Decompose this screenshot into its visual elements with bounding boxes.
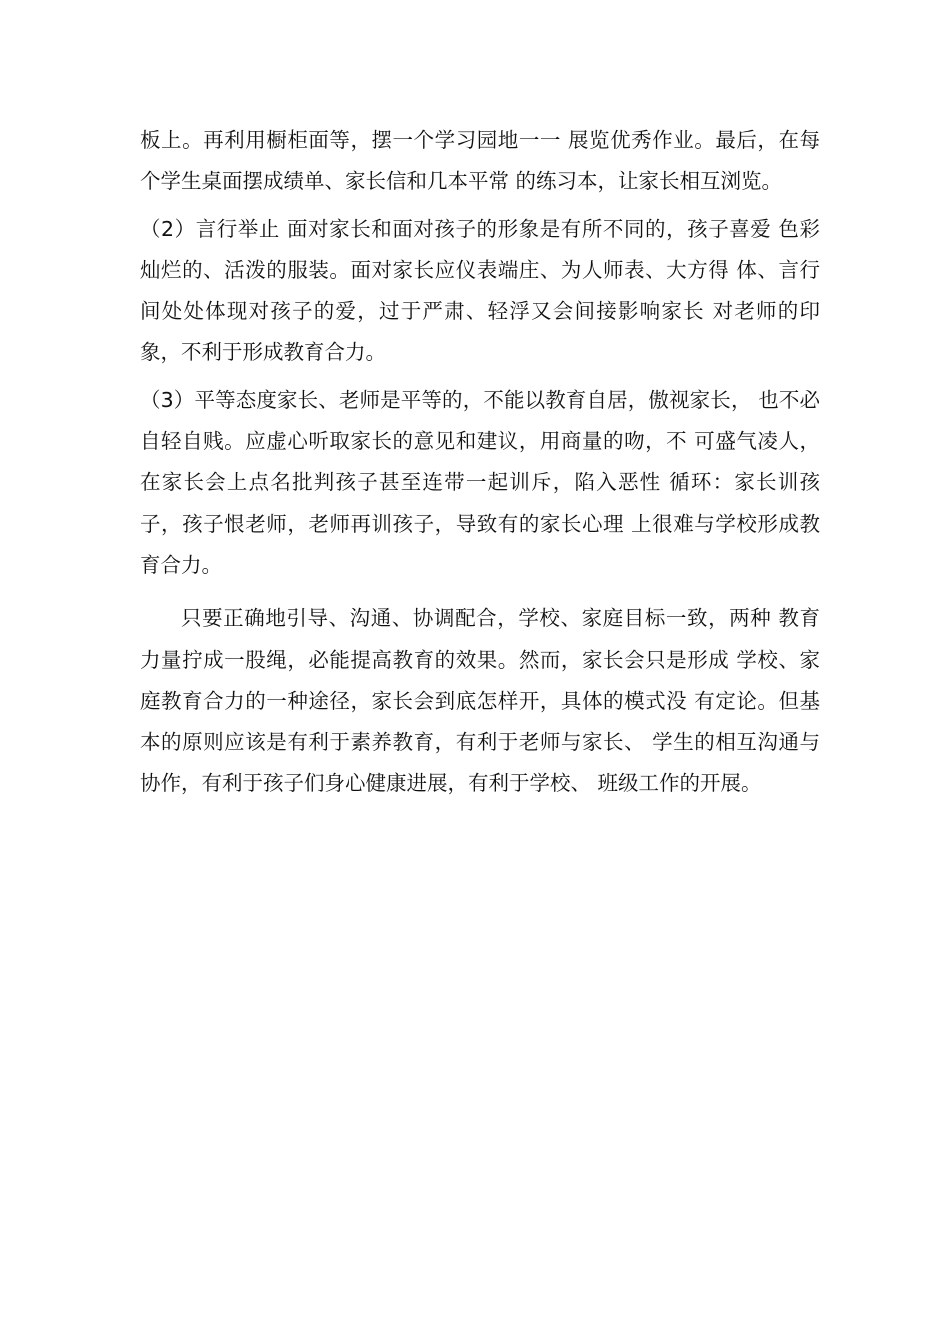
text-line: 在家长会上点名批判孩子甚至连带一起训斥，陷入恶性 循环：家长训孩 <box>140 470 820 495</box>
text-line: 育合力。 <box>140 552 222 577</box>
text-line: 象，不利于形成教育合力。 <box>140 340 386 365</box>
paragraph-exhibition <box>140 120 820 203</box>
document-body <box>140 120 820 805</box>
paragraph-demeanor <box>140 209 820 374</box>
text-line: 个学生桌面摆成绩单、家长信和几本平常 的练习本，让家长相互浏览。 <box>140 169 783 194</box>
text-line: 庭教育合力的一种途径，家长会到底怎样开，具体的模式没 有定论。但基 <box>140 688 820 713</box>
text-line: 灿烂的、活泼的服装。面对家长应仪表端庄、为人师表、大方得 体、言行 <box>140 257 820 282</box>
text-line: 子，孩子恨老师，老师再训孩子，导致有的家长心理 上很难与学校形成教 <box>140 511 820 536</box>
paragraph-equal-attitude <box>140 380 820 586</box>
text-line: 协作，有利于孩子们身心健康进展，有利于学校、 班级工作的开展。 <box>140 771 762 796</box>
text-line: 本的原则应该是有利于素养教育，有利于老师与家长、 学生的相互沟通与 <box>140 730 820 755</box>
text-line: 板上。再利用橱柜面等，摆一个学习园地一一 展览优秀作业。最后，在每 <box>140 128 820 152</box>
text-line: 自轻自贱。应虚心听取家长的意见和建议，用商量的吻，不 可盛气凌人， <box>140 429 820 454</box>
text-line: 间处处体现对孩子的爱，过于严肃、轻浮又会间接影响家长 对老师的印 <box>140 299 820 324</box>
paragraph-conclusion <box>140 598 820 804</box>
text-line: （3）平等态度家长、老师是平等的，不能以教育自居，傲视家长， 也不必 <box>140 387 820 412</box>
text-line: 力量拧成一股绳，必能提高教育的效果。然而，家长会只是形成 学校、家 <box>140 647 820 672</box>
text-line: （2）言行举止 面对家长和面对孩子的形象是有所不同的，孩子喜爱 色彩 <box>140 216 820 241</box>
text-line: 只要正确地引导、沟通、协调配合，学校、家庭目标一致，两种 教育 <box>181 606 820 631</box>
